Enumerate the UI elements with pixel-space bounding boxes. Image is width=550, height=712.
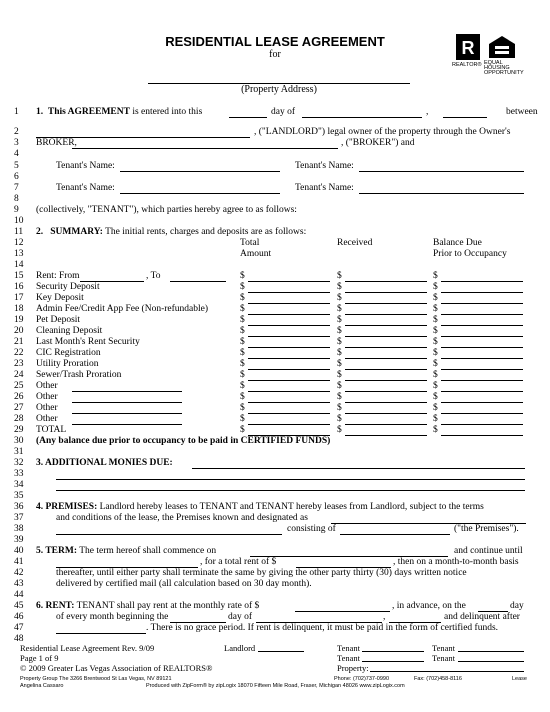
summary-row-10-balance-field[interactable] bbox=[441, 391, 523, 392]
line-number: 20 bbox=[14, 326, 24, 336]
copyright: © 2009 Greater Las Vegas Association of REALTORS® bbox=[20, 663, 213, 673]
dollar-sign: $ bbox=[337, 414, 342, 424]
summary-row-3-balance-field[interactable] bbox=[441, 314, 523, 315]
dollar-sign: $ bbox=[433, 293, 438, 303]
agreement-intro-line bbox=[36, 107, 202, 118]
premises-description-field[interactable] bbox=[56, 534, 282, 535]
dollar-sign: $ bbox=[337, 271, 342, 281]
day-of-label: day of bbox=[228, 612, 253, 622]
summary-row-label: Security Deposit bbox=[36, 282, 100, 292]
section-heading: 6. RENT: bbox=[36, 601, 75, 611]
summary-row-6-received-field[interactable] bbox=[345, 347, 427, 348]
dollar-sign: $ bbox=[433, 414, 438, 424]
summary-row-5-received-field[interactable] bbox=[345, 336, 427, 337]
additional-monies-heading: 3. ADDITIONAL MONIES DUE: bbox=[36, 458, 173, 468]
broker-and-label: , ("BROKER") and bbox=[341, 138, 415, 148]
dollar-sign: $ bbox=[433, 304, 438, 314]
summary-row-11-total-field[interactable] bbox=[248, 402, 330, 403]
summary-row-4-total-field[interactable] bbox=[248, 325, 330, 326]
summary-row-1-received-field[interactable] bbox=[345, 292, 427, 293]
dollar-sign: $ bbox=[240, 282, 245, 292]
broker-label: BROKER, bbox=[36, 138, 77, 148]
summary-row-5-balance-field[interactable] bbox=[441, 336, 523, 337]
dollar-sign: $ bbox=[433, 348, 438, 358]
summary-row-label: Pet Deposit bbox=[36, 315, 81, 325]
summary-row-11-balance-field[interactable] bbox=[441, 402, 523, 403]
line-number: 34 bbox=[14, 480, 24, 490]
section-heading: This AGREEMENT bbox=[47, 107, 130, 117]
summary-row-13-received-field[interactable] bbox=[345, 424, 427, 425]
broker-phone: Phone: (702)737-0990 bbox=[334, 676, 390, 682]
line-number: 25 bbox=[14, 381, 24, 391]
premises-line bbox=[36, 502, 484, 513]
summary-row-5-total-field[interactable] bbox=[248, 336, 330, 337]
summary-row-label: TOTAL bbox=[36, 425, 67, 435]
the-premises-label: ("the Premises"). bbox=[454, 524, 519, 534]
summary-row-label: Sewer/Trash Proration bbox=[36, 370, 122, 380]
broker-fax: Fax: (702)458-8116 bbox=[414, 676, 462, 682]
monthly-rent-field[interactable] bbox=[295, 611, 390, 612]
dollar-sign: $ bbox=[433, 425, 438, 435]
certified-funds-note: (Any balance due prior to occupancy to be paid in CERTIFIED FUNDS) bbox=[36, 436, 331, 446]
section-number: 1. bbox=[36, 107, 44, 117]
tenant-name-field-1[interactable] bbox=[120, 171, 280, 172]
col-received-header: Received bbox=[337, 238, 373, 248]
summary-row-label: Other bbox=[36, 392, 58, 402]
summary-row-9-received-field[interactable] bbox=[345, 380, 427, 381]
tenant-name-field-4[interactable] bbox=[359, 193, 524, 194]
rent-to-field[interactable] bbox=[170, 281, 226, 282]
day-of-label: day of bbox=[271, 107, 296, 117]
tenant-name-label: Tenant's Name: bbox=[295, 161, 354, 171]
additional-monies-field-1[interactable] bbox=[192, 468, 525, 469]
summary-row-8-total-field[interactable] bbox=[248, 369, 330, 370]
line-number: 2 bbox=[14, 127, 19, 137]
line-number: 38 bbox=[14, 524, 24, 534]
line-number: 28 bbox=[14, 414, 24, 424]
dollar-sign: $ bbox=[337, 370, 342, 380]
summary-row-13-balance-field[interactable] bbox=[441, 424, 523, 425]
dollar-sign: $ bbox=[433, 403, 438, 413]
agreement-year-field[interactable] bbox=[443, 117, 487, 118]
dollar-sign: $ bbox=[433, 392, 438, 402]
summary-row-label: CIC Registration bbox=[36, 348, 101, 358]
line-number: 5 bbox=[14, 161, 19, 171]
dollar-sign: $ bbox=[337, 315, 342, 325]
rent-balance-field[interactable] bbox=[441, 281, 523, 282]
line-number: 44 bbox=[14, 590, 24, 600]
dollar-sign: $ bbox=[337, 293, 342, 303]
col-balance-header: Balance Due bbox=[433, 238, 482, 248]
tenant-name-field-3[interactable] bbox=[120, 193, 280, 194]
line-number: 17 bbox=[14, 293, 24, 303]
svg-text:R: R bbox=[461, 38, 475, 58]
summary-row-14-received-field[interactable] bbox=[345, 435, 427, 436]
line-number: 39 bbox=[14, 535, 24, 545]
dollar-sign: $ bbox=[240, 271, 245, 281]
landlord-initials-field[interactable] bbox=[258, 651, 304, 652]
line-number: 4 bbox=[14, 149, 19, 159]
line-number: 15 bbox=[14, 271, 24, 281]
summary-row-3-received-field[interactable] bbox=[345, 314, 427, 315]
dollar-sign: $ bbox=[240, 348, 245, 358]
tenant-initials-label: Tenant bbox=[337, 653, 361, 663]
dollar-sign: $ bbox=[337, 348, 342, 358]
line-number: 45 bbox=[14, 601, 24, 611]
summary-row-label: Last Month's Rent Security bbox=[36, 337, 140, 347]
comma: , bbox=[426, 107, 429, 117]
summary-row-7-balance-field[interactable] bbox=[441, 358, 523, 359]
term-line bbox=[36, 546, 216, 557]
tenant-name-label: Tenant's Name: bbox=[295, 183, 354, 193]
for-label: for bbox=[269, 49, 281, 60]
line-number: 32 bbox=[14, 458, 24, 468]
between-label: between bbox=[506, 107, 538, 117]
tenant-initials-label: Tenant bbox=[432, 643, 456, 653]
document-title: RESIDENTIAL LEASE AGREEMENT bbox=[165, 34, 385, 49]
equal-housing-icon bbox=[488, 35, 516, 59]
dollar-sign: $ bbox=[240, 392, 245, 402]
agreement-month-field[interactable] bbox=[302, 117, 422, 118]
summary-row-label: Other bbox=[36, 414, 58, 424]
summary-row-1-balance-field[interactable] bbox=[441, 292, 523, 293]
line-number: 16 bbox=[14, 282, 24, 292]
other-description-field[interactable] bbox=[72, 413, 182, 414]
additional-monies-field-3[interactable] bbox=[56, 490, 525, 491]
summary-row-7-total-field[interactable] bbox=[248, 358, 330, 359]
line-number: 41 bbox=[14, 557, 24, 567]
summary-row-6-total-field[interactable] bbox=[248, 347, 330, 348]
tenant-initials-label: Tenant bbox=[337, 643, 361, 653]
line-number: 36 bbox=[14, 502, 24, 512]
line-number: 42 bbox=[14, 568, 24, 578]
line-number: 23 bbox=[14, 359, 24, 369]
summary-row-label: Other bbox=[36, 381, 58, 391]
delinquent-after-field[interactable] bbox=[56, 633, 146, 634]
summary-intro: The initial rents, charges and deposits are as follows: bbox=[105, 227, 307, 237]
line-number: 21 bbox=[14, 337, 24, 347]
line-number: 6 bbox=[14, 172, 19, 182]
dollar-sign: $ bbox=[240, 293, 245, 303]
line-number: 46 bbox=[14, 612, 24, 622]
dollar-sign: $ bbox=[337, 359, 342, 369]
summary-row-9-total-field[interactable] bbox=[248, 380, 330, 381]
dollar-sign: $ bbox=[240, 337, 245, 347]
line-number: 24 bbox=[14, 370, 24, 380]
section-heading: 5. TERM: bbox=[36, 546, 77, 556]
summary-row-14-balance-field[interactable] bbox=[441, 435, 523, 436]
agent-name: Angelina Cassaro bbox=[20, 683, 64, 689]
rent-total-field[interactable] bbox=[248, 281, 330, 282]
summary-row-4-received-field[interactable] bbox=[345, 325, 427, 326]
tenant-name-field-2[interactable] bbox=[359, 171, 524, 172]
summary-row-10-total-field[interactable] bbox=[248, 391, 330, 392]
line-number: 27 bbox=[14, 403, 24, 413]
dollar-sign: $ bbox=[240, 315, 245, 325]
landlord-label: , ("LANDLORD") legal owner of the property through the Owner's bbox=[254, 127, 511, 137]
dollar-sign: $ bbox=[240, 403, 245, 413]
dollar-sign: $ bbox=[240, 414, 245, 424]
line-number: 35 bbox=[14, 491, 24, 501]
line-number: 31 bbox=[14, 447, 24, 457]
summary-row-6-balance-field[interactable] bbox=[441, 347, 523, 348]
line-number: 12 bbox=[14, 238, 24, 248]
summary-row-1-total-field[interactable] bbox=[248, 292, 330, 293]
produced-with: Produced with ZipForm® by zipLogix 18070 Fifteen Mile Road, Fraser, Michigan 48026 www.zipLogix.com bbox=[146, 683, 405, 689]
property-footer-field[interactable] bbox=[370, 671, 524, 672]
summary-row-3-total-field[interactable] bbox=[248, 314, 330, 315]
line-number: 43 bbox=[14, 579, 24, 589]
rent-text: TENANT shall pay rent at the monthly rate of $ bbox=[76, 601, 260, 611]
summary-row-label: Admin Fee/Credit App Fee (Non-refundable) bbox=[36, 304, 209, 314]
day-label: day bbox=[510, 601, 524, 611]
continue-until-label: and continue until bbox=[454, 546, 523, 556]
line-number: 47 bbox=[14, 623, 24, 633]
col-amount-header: Amount bbox=[240, 249, 272, 259]
summary-row-label: Utility Proration bbox=[36, 359, 99, 369]
dollar-sign: $ bbox=[337, 403, 342, 413]
other-description-field[interactable] bbox=[72, 391, 182, 392]
dollar-sign: $ bbox=[337, 337, 342, 347]
summary-row-12-received-field[interactable] bbox=[345, 413, 427, 414]
section-heading: SUMMARY: bbox=[50, 227, 103, 237]
col-total-header: Total bbox=[240, 238, 260, 248]
dollar-sign: $ bbox=[337, 425, 342, 435]
consisting-of-label: consisting of bbox=[287, 524, 336, 534]
dollar-sign: $ bbox=[240, 304, 245, 314]
summary-row-8-received-field[interactable] bbox=[345, 369, 427, 370]
dollar-sign: $ bbox=[433, 282, 438, 292]
col-prior-header: Prior to Occupancy bbox=[433, 249, 507, 259]
dollar-sign: $ bbox=[433, 326, 438, 336]
dollar-sign: $ bbox=[240, 381, 245, 391]
line-number: 3 bbox=[14, 138, 19, 148]
tenant-initials-field-4[interactable] bbox=[458, 661, 524, 662]
page-number: Page 1 of 9 bbox=[20, 653, 59, 663]
summary-row-2-total-field[interactable] bbox=[248, 303, 330, 304]
line-number: 10 bbox=[14, 216, 24, 226]
line-number: 18 bbox=[14, 304, 24, 314]
summary-row-7-received-field[interactable] bbox=[345, 358, 427, 359]
term-text-3: thereafter, until either party shall terminate the same by giving the other party thirty (30) days written notice bbox=[56, 568, 467, 578]
premises-text: Landlord hereby leases to TENANT and TENANT hereby leases from Landlord, subject to the terms bbox=[99, 502, 484, 512]
grace-period-text: . There is no grace period. If rent is delinquent, it must be paid in the form of certified funds. bbox=[146, 623, 499, 633]
line-number: 9 bbox=[14, 205, 19, 215]
summary-row-label: Cleaning Deposit bbox=[36, 326, 103, 336]
other-description-field[interactable] bbox=[72, 424, 182, 425]
form-name: Lease bbox=[512, 676, 527, 682]
tenant-initials-label: Tenant bbox=[432, 653, 456, 663]
line-number: 8 bbox=[14, 194, 19, 204]
dollar-sign: $ bbox=[240, 326, 245, 336]
summary-heading bbox=[36, 227, 306, 238]
summary-row-label: Other bbox=[36, 403, 58, 413]
summary-row-11-received-field[interactable] bbox=[345, 402, 427, 403]
summary-row-2-balance-field[interactable] bbox=[441, 303, 523, 304]
summary-row-13-total-field[interactable] bbox=[248, 424, 330, 425]
rent-received-field[interactable] bbox=[345, 281, 427, 282]
line-number: 29 bbox=[14, 425, 24, 435]
line-number: 14 bbox=[14, 260, 24, 270]
summary-row-12-total-field[interactable] bbox=[248, 413, 330, 414]
tenant-name-label: Tenant's Name: bbox=[56, 183, 115, 193]
other-description-field[interactable] bbox=[72, 402, 182, 403]
summary-row-12-balance-field[interactable] bbox=[441, 413, 523, 414]
line-number: 30 bbox=[14, 436, 24, 446]
rent-to-label: , To bbox=[146, 271, 161, 281]
comma: , bbox=[383, 612, 386, 622]
line-number: 37 bbox=[14, 513, 24, 523]
section-heading: 4. PREMISES: bbox=[36, 502, 98, 512]
term-text-4: delivered by certified mail (all calculation based on 30 day month). bbox=[56, 579, 312, 589]
tenant-initials-field-1[interactable] bbox=[362, 651, 424, 652]
total-rent-label: , for a total rent of $ bbox=[200, 557, 277, 567]
line-number: 40 bbox=[14, 546, 24, 556]
dollar-sign: $ bbox=[337, 282, 342, 292]
rent-from-label: Rent: From bbox=[36, 271, 80, 281]
summary-row-8-balance-field[interactable] bbox=[441, 369, 523, 370]
line-number: 7 bbox=[14, 183, 19, 193]
term-text: The term hereof shall commence on bbox=[79, 546, 217, 556]
dollar-sign: $ bbox=[337, 381, 342, 391]
dollar-sign: $ bbox=[240, 370, 245, 380]
realtor-logo-icon bbox=[456, 34, 480, 60]
dollar-sign: $ bbox=[433, 381, 438, 391]
line-number: 22 bbox=[14, 348, 24, 358]
broker-name-field[interactable] bbox=[72, 148, 338, 149]
form-revision: Residential Lease Agreement Rev. 9/09 bbox=[20, 643, 155, 653]
dollar-sign: $ bbox=[337, 326, 342, 336]
dollar-sign: $ bbox=[433, 370, 438, 380]
dollar-sign: $ bbox=[433, 359, 438, 369]
additional-monies-field-2[interactable] bbox=[56, 479, 525, 480]
property-label: Property: bbox=[337, 663, 369, 673]
dollar-sign: $ bbox=[337, 392, 342, 402]
dollar-sign: $ bbox=[240, 359, 245, 369]
summary-row-2-received-field[interactable] bbox=[345, 303, 427, 304]
dollar-sign: $ bbox=[240, 425, 245, 435]
broker-address: Property Group The 3266 Brentwood St Las Vegas, NV 89121 bbox=[20, 676, 172, 682]
line-number: 13 bbox=[14, 249, 24, 259]
realtor-caption: REALTOR® bbox=[452, 62, 482, 68]
dollar-sign: $ bbox=[433, 315, 438, 325]
beginning-label: of every month beginning the bbox=[56, 612, 169, 622]
section-number: 2. bbox=[36, 227, 44, 237]
line-number: 11 bbox=[14, 227, 24, 237]
dollar-sign: $ bbox=[337, 304, 342, 314]
intro-text: is entered into this bbox=[132, 107, 203, 117]
line-number: 19 bbox=[14, 315, 24, 325]
summary-row-4-balance-field[interactable] bbox=[441, 325, 523, 326]
property-address-caption: (Property Address) bbox=[241, 84, 317, 95]
tenant-initials-field-2[interactable] bbox=[458, 651, 524, 652]
summary-row-10-received-field[interactable] bbox=[345, 391, 427, 392]
line-number: 33 bbox=[14, 469, 24, 479]
dollar-sign: $ bbox=[433, 271, 438, 281]
equal-housing-caption: EQUAL HOUSING OPPORTUNITY bbox=[484, 60, 524, 76]
consisting-of-field[interactable] bbox=[340, 534, 450, 535]
month-to-month-label: , then on a month-to-month basis bbox=[393, 557, 519, 567]
premises-text-2: and conditions of the lease, the Premises known and designated as bbox=[56, 513, 308, 523]
tenant-initials-field-3[interactable] bbox=[362, 661, 424, 662]
dollar-sign: $ bbox=[433, 337, 438, 347]
tenant-name-label: Tenant's Name: bbox=[56, 161, 115, 171]
line-number: 26 bbox=[14, 392, 24, 402]
line-number: 1 bbox=[14, 107, 19, 117]
agreement-day-field[interactable] bbox=[229, 117, 267, 118]
line-number: 48 bbox=[14, 634, 24, 644]
landlord-initials-label: Landlord bbox=[224, 643, 256, 653]
collectively-tenant-text: (collectively, "TENANT"), which parties hereby agree to as follows: bbox=[36, 205, 297, 215]
delinquent-after-label: and delinquent after bbox=[444, 612, 520, 622]
summary-row-9-balance-field[interactable] bbox=[441, 380, 523, 381]
rent-line bbox=[36, 601, 259, 612]
summary-row-label: Key Deposit bbox=[36, 293, 84, 303]
in-advance-label: , in advance, on the bbox=[392, 601, 466, 611]
